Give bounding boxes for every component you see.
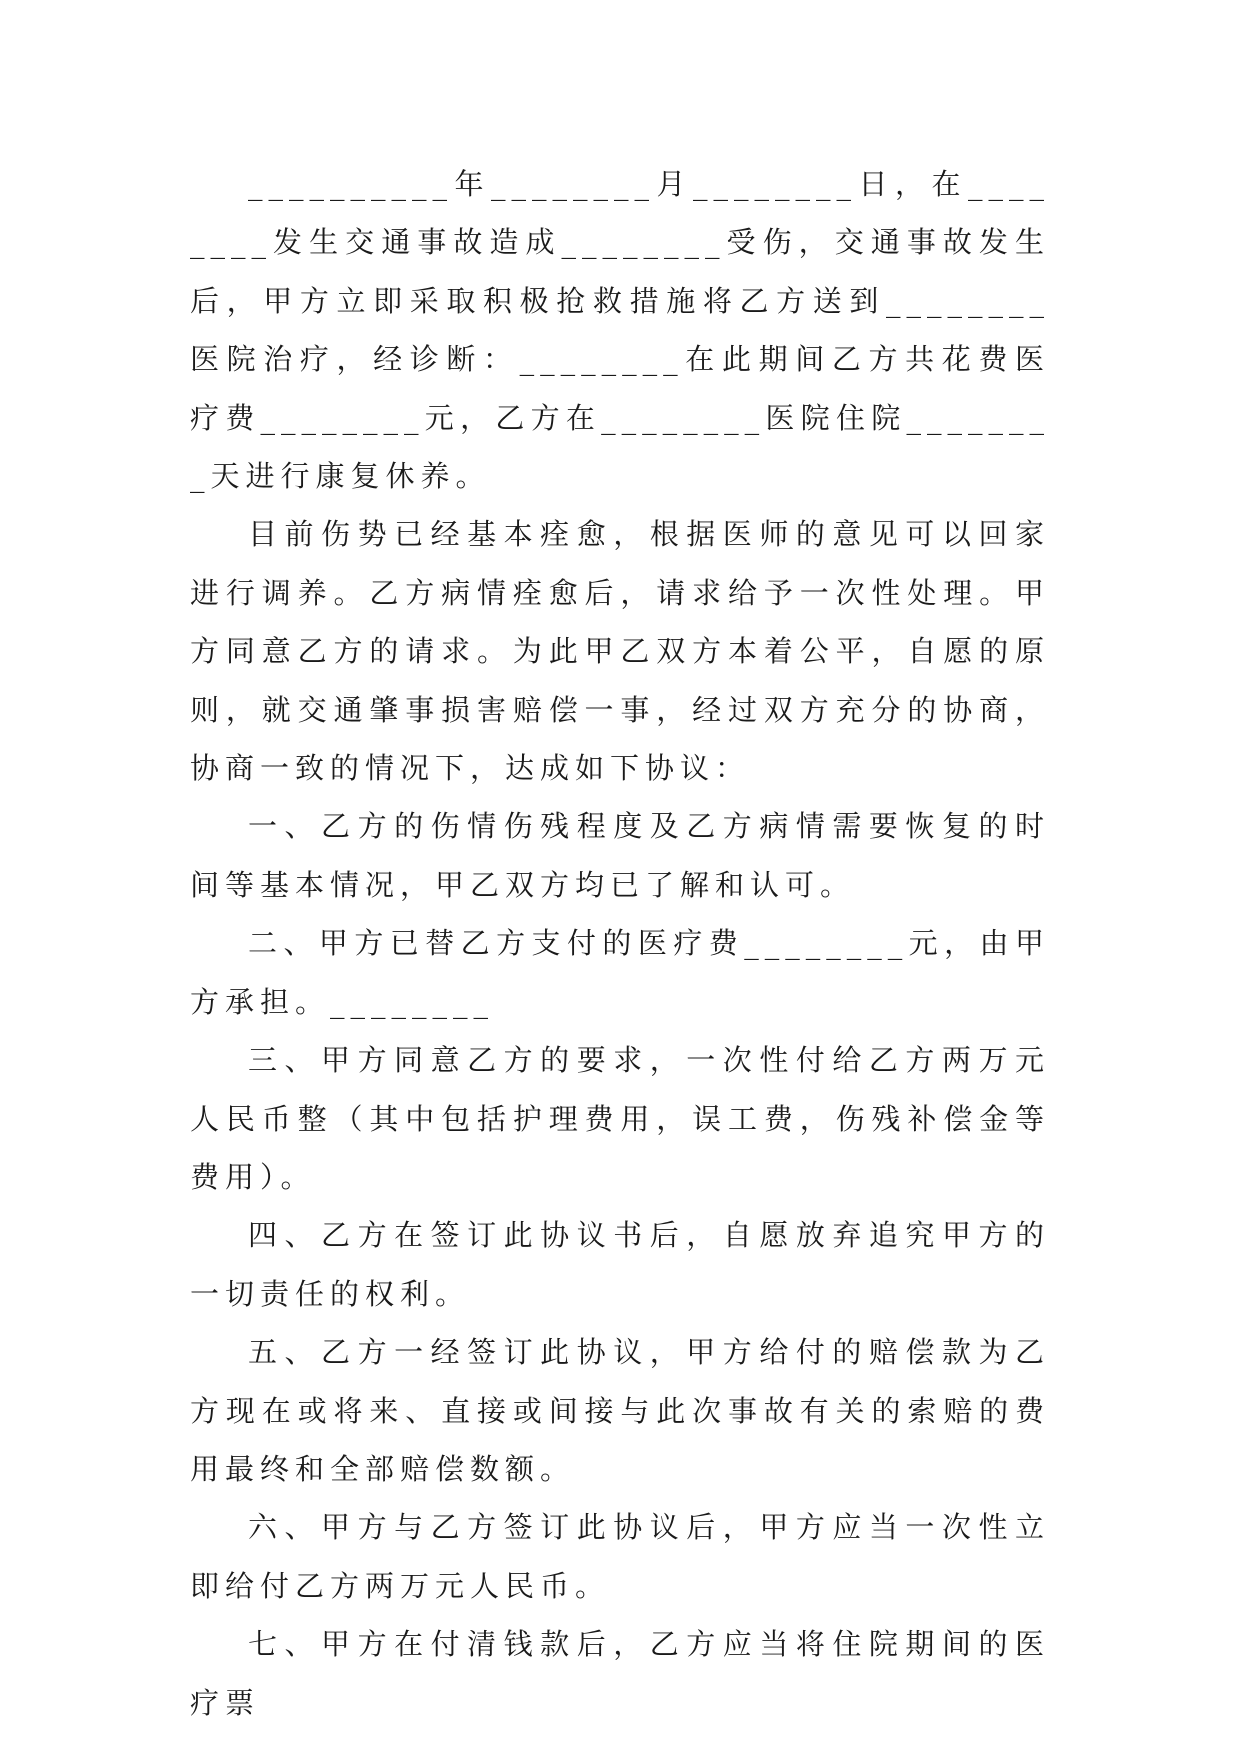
clause-7: 七、甲方在付清钱款后，乙方应当将住院期间的医疗票 — [190, 1627, 1050, 1720]
paragraph-accident-details: __________年________月________日，在________发生交通事故造成________受伤，交通事故发生后，甲方立即采取积极抢救措施将乙方送到________医院治疗，经诊断：________在此期间乙方共花费医疗费________元，乙方在________医院住院________天进行康复休养。 — [190, 167, 1050, 494]
clause-4: 四、乙方在签订此协议书后，自愿放弃追究甲方的一切责任的权利。 — [190, 1218, 1050, 1311]
paragraph-recovery-agreement: 目前伤势已经基本痊愈，根据医师的意见可以回家进行调养。乙方病情痊愈后，请求给予一次性处理。甲方同意乙方的请求。为此甲乙双方本着公平，自愿的原则，就交通肇事损害赔偿一事，经过双方充分的协商，协商一致的情况下，达成如下协议： — [190, 517, 1050, 786]
document-body — [190, 155, 1050, 1732]
clause-6: 六、甲方与乙方签订此协议后，甲方应当一次性立即给付乙方两万元人民币。 — [190, 1510, 1050, 1603]
clause-3: 三、甲方同意乙方的要求，一次性付给乙方两万元人民币整（其中包括护理费用，误工费，伤残补偿金等费用）。 — [190, 1043, 1050, 1194]
clause-1: 一、乙方的伤情伤残程度及乙方病情需要恢复的时间等基本情况，甲乙双方均已了解和认可。 — [190, 809, 1050, 902]
clause-2: 二、甲方已替乙方支付的医疗费________元，由甲方承担。________ — [190, 926, 1050, 1019]
clause-5: 五、乙方一经签订此协议，甲方给付的赔偿款为乙方现在或将来、直接或间接与此次事故有关的索赔的费用最终和全部赔偿数额。 — [190, 1335, 1050, 1486]
